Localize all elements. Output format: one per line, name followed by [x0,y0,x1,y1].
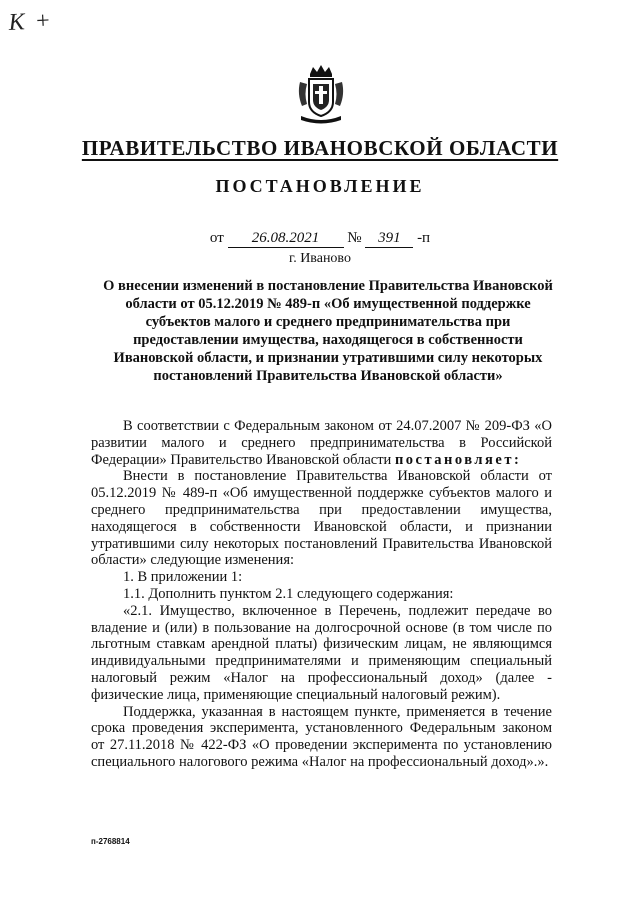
document-subject: О внесении изменений в постановление Правительства Ивановской области от 05.12.2019 № 489-п «Об имущественной поддержке субъектов малого и среднего предпринимательства при предоставлении имущества, находящегося в собственности Ивановской области, и признании утратившими силу некоторых постановлений Правительства Ивановской области» [103,278,553,384]
handwritten-date: 26.08.2021 [228,230,344,248]
paragraph-clause-2-1: «2.1. Имущество, включенное в Перечень, подлежит передаче во владение и (или) в пользование на долгосрочной основе (в том числе по льготным ставкам арендной платы) физическим лицам, не являющимся индивидуальными предпринимателями и применяющим специальный налоговый режим «Налог на профессиональный доход» (далее - физические лица, применяющие специальный налоговый режим). [91,602,552,703]
handwritten-number: 391 [365,230,413,248]
city-name: г. Иваново [289,251,351,266]
organization-title: ПРАВИТЕЛЬСТВО ИВАНОВСКОЙ ОБЛАСТИ [81,136,559,160]
paragraph-item-1: 1. В приложении 1: [123,569,243,586]
date-number-line [0,230,640,248]
paragraph-item-1-1: 1.1. Дополнить пунктом 2.1 следующего содержания: [123,585,454,602]
document-body [91,418,552,771]
handwritten-margin-note: К + [8,7,54,36]
number-sign: № [347,230,362,246]
coat-of-arms-emblem [296,64,346,124]
paragraph-preamble [91,418,552,468]
date-prefix: от [209,230,224,246]
paragraph-support-term: Поддержка, указанная в настоящем пункте, применяется в течение срока проведения эксперимента, установленного Федеральным законом от 27.11.2018 № 422-ФЗ «О проведении эксперимента по установлению специального налогового режима «Налог на профессиональный доход».». [91,703,552,770]
document-type-heading: ПОСТАНОВЛЕНИЕ [215,176,425,196]
preamble-text: В соответствии с Федеральным законом от 24.07.2007 № 209-ФЗ «О развитии малого и среднего предпринимательства в Российской Федерации» Правительство Ивановской области [91,418,552,468]
document-code: п-2768814 [91,837,130,846]
decree-word: постановляет: [394,451,522,468]
number-suffix: -п [417,230,431,246]
paragraph-amendment-intro: Внести в постановление Правительства Ивановской области от 05.12.2019 № 489-п «Об имущественной поддержке субъектов малого и среднего предпринимательства при предоставлении имущества, находящегося в собственности Ивановской области, и признании утратившими силу некоторых постановлений Правительства Ивановской области» следующие изменения: [91,468,552,569]
